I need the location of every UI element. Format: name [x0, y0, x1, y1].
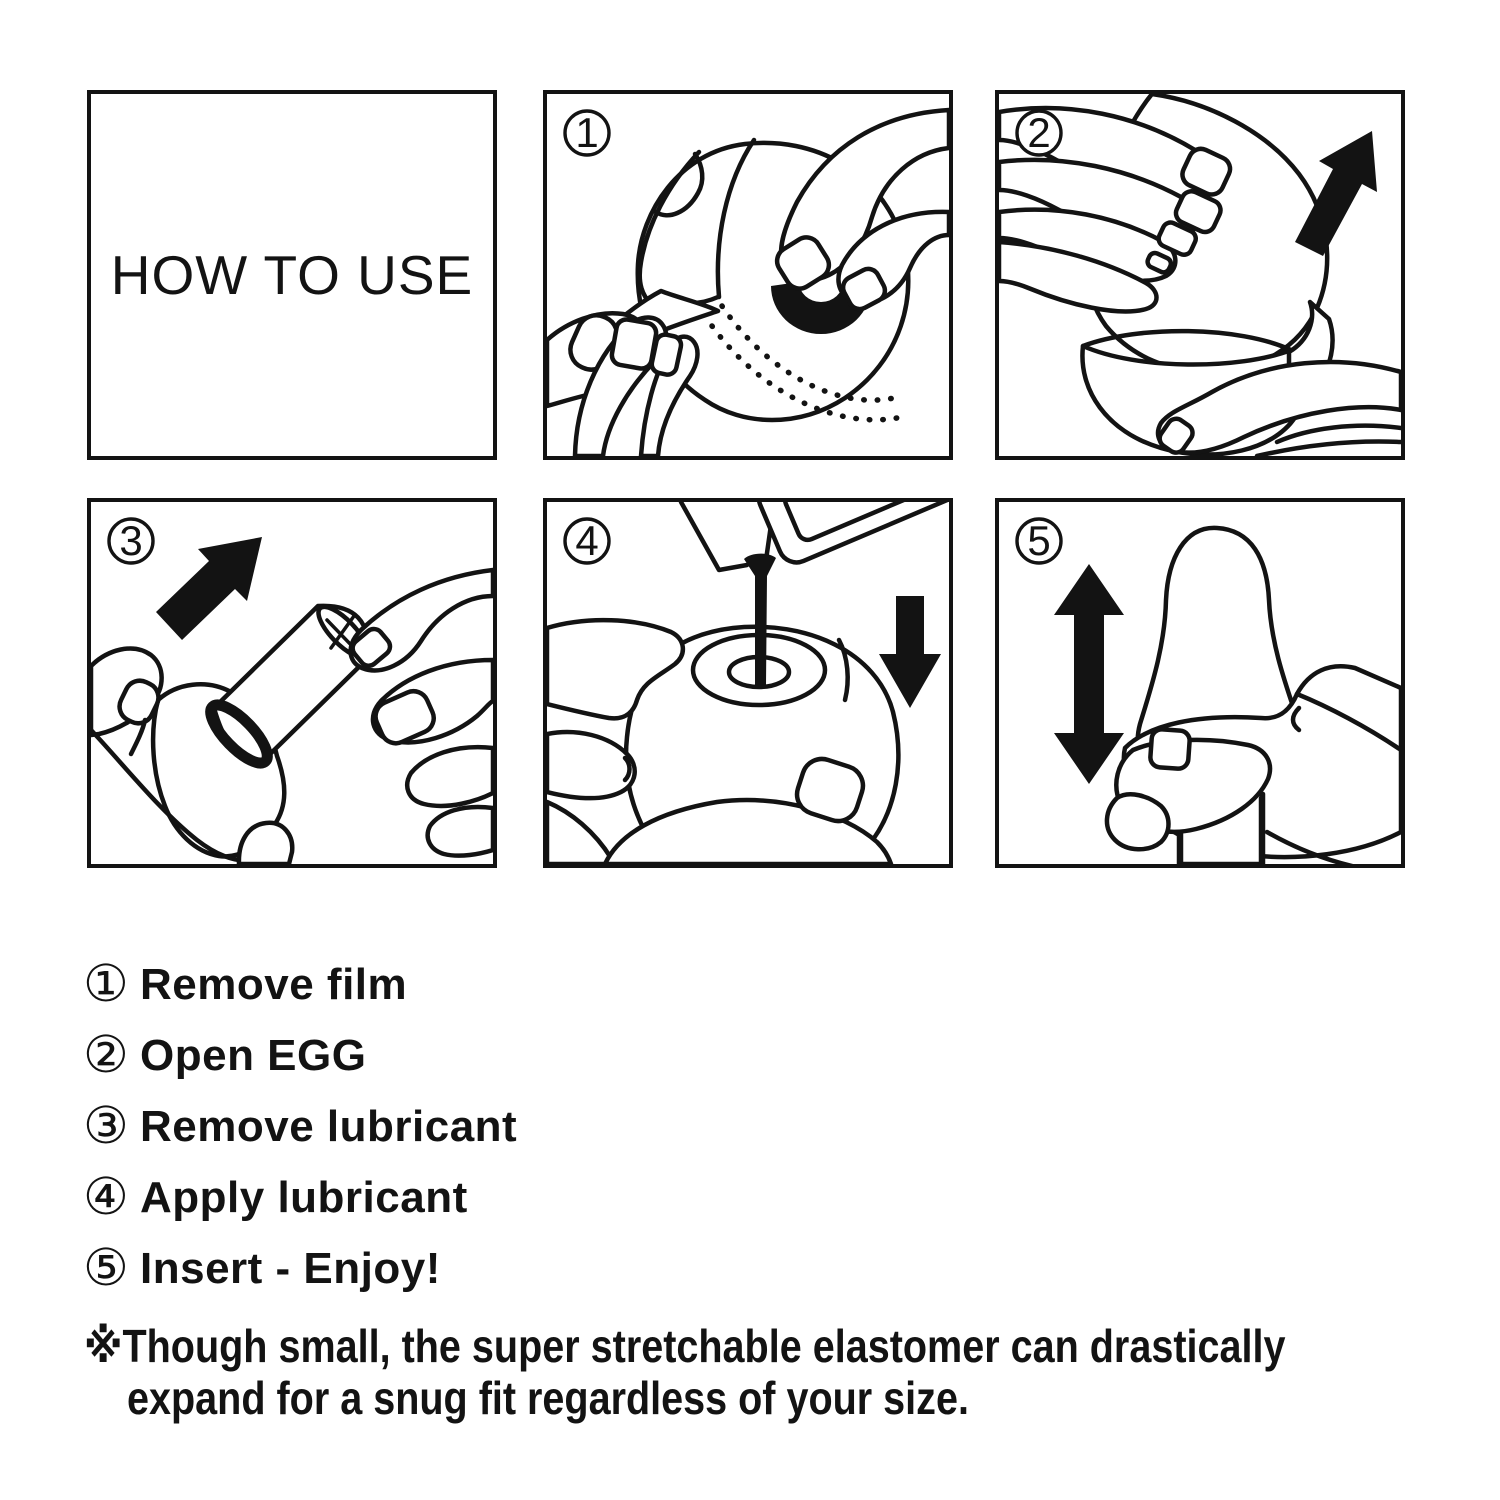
step-label-5: Insert - Enjoy! [140, 1243, 441, 1293]
step-marker-3: ③ [83, 1097, 129, 1156]
hand-illustration-right [349, 570, 493, 856]
step-marker-1: ① [83, 955, 129, 1014]
step-label-1: Remove film [140, 959, 408, 1009]
footnote-text-1: Though small, the super stretchable elastomer can drastically [122, 1320, 1286, 1372]
panel-step-1-remove-film [543, 90, 953, 460]
remove-lubricant-illustration [91, 502, 493, 864]
step-item-1 [83, 949, 517, 1020]
lubricant-sachet [681, 502, 949, 570]
step-badge [565, 109, 609, 156]
open-egg-illustration [999, 94, 1401, 456]
step-number: 1 [575, 109, 599, 156]
arrow-up-right-icon [156, 537, 262, 640]
page-title: HOW TO USE [110, 244, 474, 306]
step-item-3 [83, 1091, 517, 1162]
step-marker-5: ⑤ [83, 1239, 129, 1298]
panel-step-4-apply-lubricant [543, 498, 953, 868]
insert-enjoy-illustration [999, 502, 1401, 864]
step-marker-2: ② [83, 1026, 129, 1085]
remove-film-illustration [547, 94, 949, 456]
footnote-line-1 [84, 1320, 1285, 1372]
step-marker-4: ④ [83, 1168, 129, 1227]
step-label-3: Remove lubricant [140, 1101, 518, 1151]
step-item-4 [83, 1162, 517, 1233]
step-number: 2 [1027, 109, 1051, 156]
step-badge [109, 517, 153, 564]
step-label-4: Apply lubricant [140, 1172, 468, 1222]
arrow-up-down-icon [1054, 564, 1124, 784]
title-panel [87, 90, 497, 460]
step-badge [1017, 517, 1061, 564]
fingernail [650, 333, 683, 376]
step-number: 3 [119, 517, 143, 564]
arrow-down-icon [879, 596, 941, 708]
step-number: 5 [1027, 517, 1051, 564]
panel-step-5-insert-enjoy [995, 498, 1405, 868]
panel-step-2-open-egg [995, 90, 1405, 460]
apply-lubricant-illustration [547, 502, 949, 864]
panel-step-3-remove-lubricant [87, 498, 497, 868]
step-number: 4 [575, 517, 599, 564]
step-badge [1017, 109, 1061, 156]
hand-illustration-top [772, 110, 949, 313]
step-badge [565, 517, 609, 564]
footnote-line-2: expand for a snug fit regardless of your size. [127, 1372, 969, 1424]
reference-mark-icon: ※ [84, 1319, 123, 1373]
steps-list [83, 949, 517, 1304]
lubricant-tube [203, 600, 375, 771]
step-item-2 [83, 1020, 517, 1091]
thumbnail [1150, 729, 1191, 770]
step-item-5 [83, 1233, 517, 1304]
footnote [84, 1320, 1285, 1424]
step-label-2: Open EGG [140, 1030, 367, 1080]
